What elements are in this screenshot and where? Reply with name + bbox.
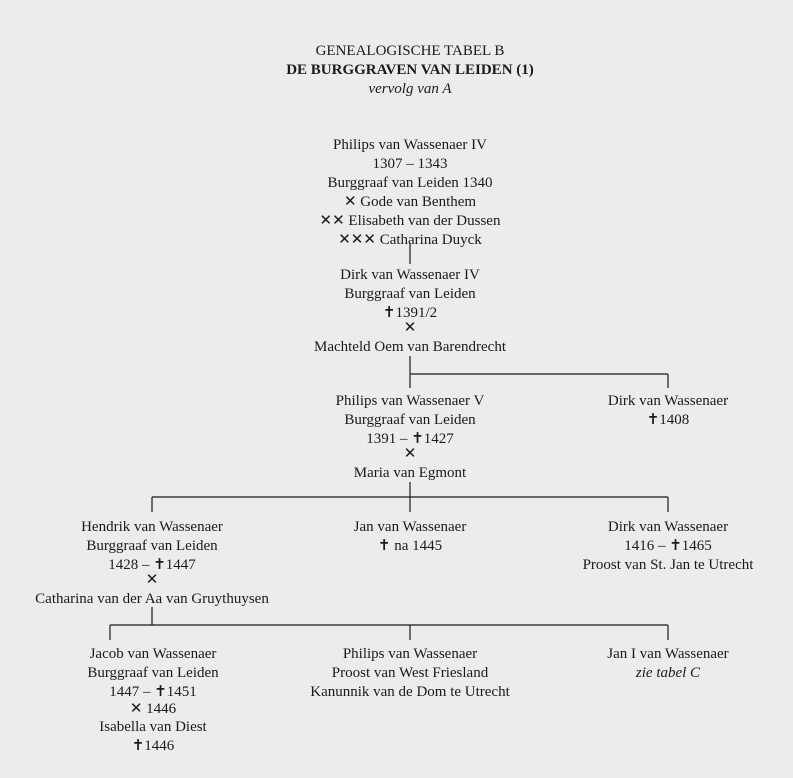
table-title: DE BURGGRAVEN VAN LEIDEN (1)	[286, 62, 534, 78]
gen5-jan-name: Jan I van Wassenaer	[607, 646, 729, 662]
gen4-hendrik-name: Hendrik van Wassenaer	[81, 519, 223, 535]
gen1-years: 1307 – 1343	[372, 156, 448, 172]
gen5-philips-title-1: Proost van West Friesland	[331, 665, 489, 681]
gen4-dirk-name: Dirk van Wassenaer	[607, 519, 729, 535]
table-subtitle: vervolg van A	[368, 81, 452, 97]
gen5-jacob-title: Burggraaf van Leiden	[87, 665, 219, 681]
gen5-jacob-years: 1447 – ✝1451	[109, 684, 197, 700]
gen3-dirk-death: ✝1408	[646, 412, 690, 428]
gen5-philips-title-2: Kanunnik van de Dom te Utrecht	[310, 684, 510, 700]
gen3-philips-spouse: Maria van Egmont	[353, 465, 467, 481]
gen4-hendrik-title: Burggraaf van Leiden	[86, 538, 218, 554]
gen3-philips-title: Burggraaf van Leiden	[344, 412, 476, 428]
gen4-dirk-years: 1416 – ✝1465	[624, 538, 712, 554]
gen3-philips-marriage-mark: ✕	[403, 446, 417, 462]
gen4-jan-death: ✝ na 1445	[377, 538, 443, 554]
gen5-jacob-spouse: Isabella van Diest	[99, 719, 207, 735]
gen4-jan-name: Jan van Wassenaer	[353, 519, 467, 535]
gen2-death: ✝1391/2	[382, 305, 438, 321]
gen5-philips-name: Philips van Wassenaer	[342, 646, 478, 662]
gen1-spouse-3: ✕✕✕ Catharina Duyck	[338, 232, 482, 248]
gen1-title: Burggraaf van Leiden 1340	[327, 175, 493, 191]
gen5-jan-reference: zie tabel C	[635, 665, 701, 681]
gen5-jacob-marriage: ✕ 1446	[129, 701, 177, 717]
gen3-philips-name: Philips van Wassenaer V	[335, 393, 485, 409]
gen3-dirk-name: Dirk van Wassenaer	[607, 393, 729, 409]
gen2-marriage-mark: ✕	[403, 320, 417, 336]
gen2-title: Burggraaf van Leiden	[344, 286, 476, 302]
gen2-name: Dirk van Wassenaer IV	[340, 267, 480, 283]
gen5-jacob-name: Jacob van Wassenaer	[89, 646, 217, 662]
gen1-spouse-2: ✕✕ Elisabeth van der Dussen	[319, 213, 501, 229]
gen4-hendrik-spouse: Catharina van der Aa van Gruythuysen	[35, 591, 269, 607]
gen3-philips-years: 1391 – ✝1427	[366, 431, 454, 447]
gen4-dirk-title: Proost van St. Jan te Utrecht	[582, 557, 754, 573]
gen4-hendrik-years: 1428 – ✝1447	[108, 557, 196, 573]
gen1-spouse-1: ✕ Gode van Benthem	[343, 194, 477, 210]
gen4-hendrik-marriage-mark: ✕	[145, 572, 159, 588]
gen1-name: Philips van Wassenaer IV	[333, 137, 487, 153]
table-label: GENEALOGISCHE TABEL B	[315, 43, 505, 59]
gen2-spouse: Machteld Oem van Barendrecht	[313, 339, 506, 355]
gen5-jacob-spouse-death: ✝1446	[131, 738, 175, 754]
